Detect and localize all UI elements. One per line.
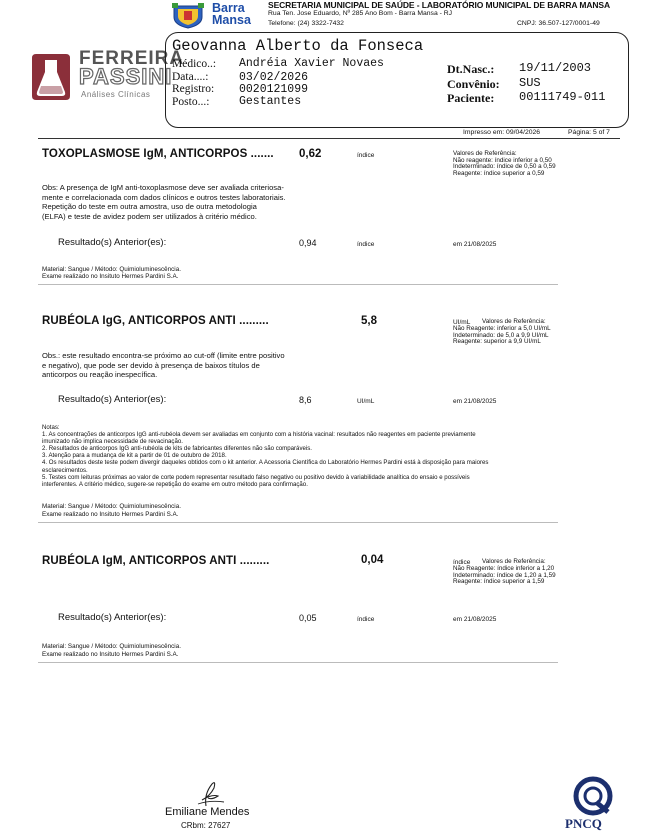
exam-performed-by: Exame realizado no Insituto Hermes Pardini S.A. bbox=[42, 651, 179, 658]
pncq-logo-text: PNCQ bbox=[565, 816, 602, 831]
lab-subtitle: Análises Clínicas bbox=[81, 90, 151, 99]
registro-label: Registro: bbox=[172, 83, 215, 95]
previous-result-value: 0,94 bbox=[299, 238, 317, 248]
notes-rubeola-igg bbox=[42, 424, 622, 488]
signature-crbm: CRbm: 27627 bbox=[181, 821, 231, 830]
signature-name: Emiliane Mendes bbox=[165, 806, 250, 818]
reference-values-toxo-igm bbox=[453, 151, 556, 177]
obs-line: Repetição do teste em outra amostra, uso de outra metodologia bbox=[42, 202, 257, 212]
test-value-rubeola-igm: 0,04 bbox=[361, 554, 384, 566]
material-method: Material: Sangue / Método: Quimioluminescência. bbox=[42, 643, 181, 650]
header-divider bbox=[38, 138, 620, 139]
medico-label: Médico..: bbox=[172, 58, 217, 70]
registro-value: 0020121099 bbox=[239, 83, 309, 96]
note-line: Notas: bbox=[42, 424, 60, 431]
dtnasc-value: 19/11/2003 bbox=[519, 61, 592, 75]
ref-line: Valores de Referência: bbox=[482, 558, 546, 565]
posto-label: Posto...: bbox=[172, 96, 210, 108]
test-title-rubeola-igg: RUBÉOLA IgG, ANTICORPOS ANTI ......... bbox=[42, 315, 269, 327]
note-line: esclarecimentos. bbox=[42, 466, 88, 474]
previous-results-label: Resultado(s) Anterior(es): bbox=[58, 237, 167, 248]
observation-rubeola-igg bbox=[42, 351, 285, 380]
obs-line: (ELFA) e teste de avidez podem ser utilizados à critério médico. bbox=[42, 211, 257, 221]
ref-line: Indeterminado: índice de 0,50 a 0,59 bbox=[453, 163, 556, 171]
material-method: Material: Sangue / Método: Quimioluminescência. bbox=[42, 503, 181, 510]
ferreira-passini-logo-icon bbox=[30, 52, 72, 102]
page-number: Página: 5 of 7 bbox=[568, 129, 610, 136]
test-value-rubeola-igg: 5,8 bbox=[361, 315, 377, 327]
header-address: Rua Ten. Jose Eduardo, Nº 285 Ano Bom - Barra Mansa - RJ bbox=[268, 10, 453, 17]
obs-line: Obs: A presença de IgM anti-toxoplasmose deve ser avaliada criteriosa- bbox=[42, 183, 284, 192]
ref-line: Indeterminado: de 5,0 a 9,9 UI/mL bbox=[453, 331, 549, 339]
note-line: 4. Os resultados deste teste podem divergir daqueles obtidos com o kit anterior. A Acessoria Científica do Laboratório Hermes Pardini está à disposição para maiores bbox=[42, 459, 489, 467]
ref-line: Reagente: índice superior a 1,59 bbox=[453, 578, 545, 586]
ref-line: Não reagente: índice inferior a 0,50 bbox=[453, 156, 552, 164]
previous-results-label: Resultado(s) Anterior(es): bbox=[58, 612, 167, 623]
ref-line: Reagente: superior a 9,9 UI/mL bbox=[453, 338, 541, 346]
brand-line2: Mansa bbox=[212, 13, 251, 27]
test-unit-toxo-igm: índice bbox=[357, 152, 375, 159]
barra-mansa-brand bbox=[212, 2, 251, 26]
test-unit-rubeola-igg: UI/mL bbox=[453, 319, 471, 326]
reference-values-rubeola-igg-detail bbox=[453, 326, 551, 346]
posto-value: Gestantes bbox=[239, 95, 302, 108]
previous-result-value: 0,05 bbox=[299, 613, 317, 623]
note-line: 1. As concentrações de anticorpos IgG anti-rubéola devem ser avaliadas em conjunto com a história vacinal: resultados não reagentes em paciente previamente bbox=[42, 431, 476, 439]
note-line: 3. Atenção para a mudança de kit a partir de 01 de outubro de 2018. bbox=[42, 452, 227, 460]
reference-values-rubeola-igm-detail bbox=[453, 566, 556, 586]
lab-name-passini: PASSINI bbox=[79, 64, 173, 89]
ref-line: Não Reagente: inferior a 5,0 UI/mL bbox=[453, 325, 551, 332]
obs-line: Obs.: este resultado encontra-se próximo ao cut-off (limite entre positivo bbox=[42, 351, 285, 360]
section-divider bbox=[38, 662, 558, 663]
obs-line: anticorpos ou reação inespecífica. bbox=[42, 370, 158, 380]
note-line: imunizado não implica necessidade de revacinação. bbox=[42, 438, 183, 446]
test-title-toxo-igm: TOXOPLASMOSE IgM, ANTICORPOS ....... bbox=[42, 148, 274, 160]
barra-mansa-crest-icon bbox=[170, 3, 206, 29]
previous-result-date: em 21/08/2025 bbox=[453, 241, 497, 248]
signature-scribble-icon bbox=[188, 778, 234, 808]
convenio-label: Convênio: bbox=[447, 77, 500, 91]
obs-line: mente e correlacionada com dados clínicos e outros testes laboratoriais. bbox=[42, 192, 286, 202]
header-title: SECRETARIA MUNICIPAL DE SAÚDE - LABORATÓRIO MUNICIPAL DE BARRA MANSA bbox=[268, 0, 611, 10]
exam-performed-by: Exame realizado no Insituto Hermes Pardini S.A. bbox=[42, 273, 179, 280]
medico-value: Andréia Xavier Novaes bbox=[239, 57, 384, 70]
previous-result-date: em 21/08/2025 bbox=[453, 616, 497, 623]
previous-result-unit: índice bbox=[357, 616, 375, 623]
test-value-toxo-igm: 0,62 bbox=[299, 148, 322, 160]
previous-result-date: em 21/08/2025 bbox=[453, 398, 497, 405]
test-title-rubeola-igm: RUBÉOLA IgM, ANTICORPOS ANTI ......... bbox=[42, 555, 270, 567]
pncq-logo-icon bbox=[566, 776, 620, 816]
observation-toxo-igm bbox=[42, 183, 286, 221]
data-label: Data....: bbox=[172, 71, 209, 83]
paciente-label: Paciente: bbox=[447, 91, 495, 105]
note-line: 5. Testes com leituras próximas ao valor de corte podem representar resultado falso negativo ou positivo devido à variabilidade analítica do ensaio e possíveis bbox=[42, 473, 470, 481]
paciente-value: 00111749-011 bbox=[519, 90, 606, 104]
ref-line: Indeterminado: índice de 1,20 a 1,59 bbox=[453, 571, 556, 579]
previous-result-value: 8,6 bbox=[299, 395, 312, 405]
obs-line: e negativo), que pode ser devido à presença de baixos títulos de bbox=[42, 360, 260, 370]
dtnasc-label: Dt.Nasc.: bbox=[447, 62, 495, 76]
printed-date: Impresso em: 09/04/2026 bbox=[463, 129, 541, 136]
previous-results-label: Resultado(s) Anterior(es): bbox=[58, 394, 167, 405]
header-cnpj: CNPJ: 36.507-127/0001-49 bbox=[517, 20, 600, 27]
patient-name: Geovanna Alberto da Fonseca bbox=[172, 37, 424, 55]
lab-name-ferreira: FERREIRA bbox=[79, 48, 185, 69]
previous-result-unit: índice bbox=[357, 241, 375, 248]
data-value: 03/02/2026 bbox=[239, 71, 309, 84]
header-phone: Telefone: (24) 3322-7432 bbox=[268, 20, 344, 27]
material-method: Material: Sangue / Método: Quimioluminescência. bbox=[42, 266, 181, 273]
ref-line: Valores de Referência: bbox=[453, 150, 517, 157]
brand-line1: Barra bbox=[212, 1, 245, 15]
convenio-value: SUS bbox=[519, 76, 541, 90]
previous-result-unit: UI/mL bbox=[357, 398, 375, 405]
section-divider bbox=[38, 284, 558, 285]
ref-line: Reagente: índice superior a 0,59 bbox=[453, 169, 545, 177]
test-unit-rubeola-igm: índice bbox=[453, 559, 471, 566]
section-divider bbox=[38, 522, 558, 523]
note-line: interferentes. A critério médico, sugere-se repetição do exame em outro método para confirmação. bbox=[42, 480, 308, 488]
exam-performed-by: Exame realizado no Insituto Hermes Pardini S.A. bbox=[42, 511, 179, 518]
ref-line: Não Reagente: índice inferior a 1,20 bbox=[453, 565, 555, 572]
ref-line: Valores de Referência: bbox=[482, 318, 546, 325]
note-line: 2. Resultados de anticorpos IgG anti-rubéola de kits de fabricantes diferentes não são comparáveis. bbox=[42, 445, 312, 453]
